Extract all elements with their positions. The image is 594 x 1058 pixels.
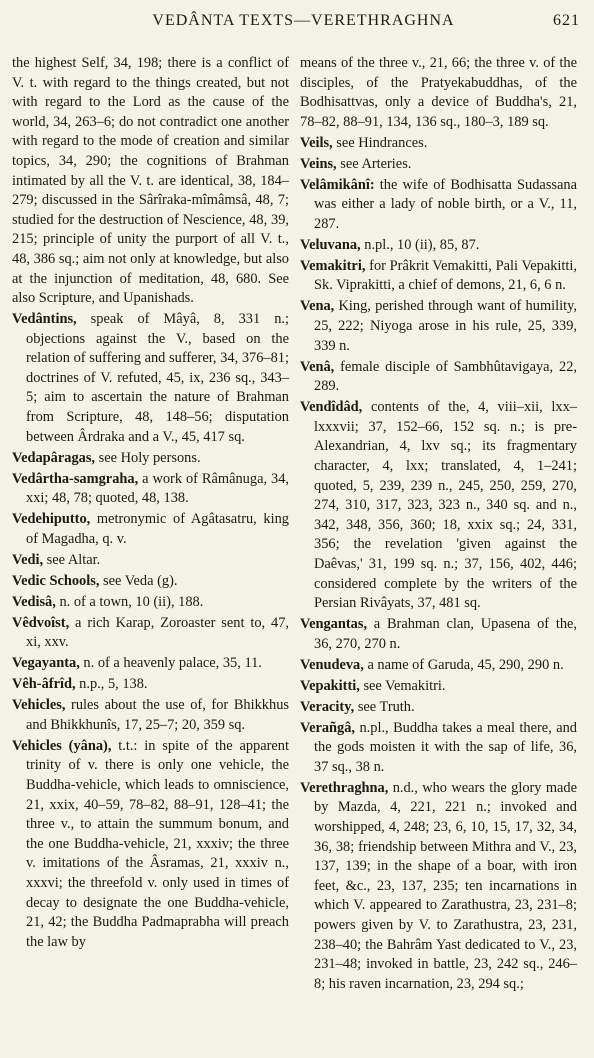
index-entry [12,593,289,613]
entry-headword: Vedisâ, [12,593,56,610]
index-entry [300,54,577,132]
index-entry [300,134,577,154]
index-entry [300,719,577,778]
entry-text: speak of Mâyâ, 8, 331 n.; objections against the V., based on the relation of suffering and sufferer, 34, 376–81; doctrines of V. refuted, 45, ix, 236 sq., 343–5; aim to ascertain the nature of Brahman from Scripture, 48, 148–56; disputation between Ârdraka and a V., 45, 417 sq. [26,311,289,445]
entry-text: female disciple of Sambhûtavigaya, 22, 289. [314,358,577,395]
entry-text: n.d., who wears the glory made by Mazda, 4, 221, 221 n.; invoked and worshipped, 4, 248; 23, 6, 10, 15, 17, 32, 34, 36, 38; friendship between Mithra and V., 23, 137, 139; in the shape of a boar, with iron feet, &c., 23, 137, 235; ten incarnations in which V. appeared to Zarathustra, 23, 231–8; powers given by V. to Zarathustra, 23, 231, 238–40; the Bahrâm Yast dedicated to V., 23, 231–48; invoked in battle, 23, 242 sq., 246–8; his raven incarnation, 23, 294 sq.; [314,779,577,992]
entry-headword: Vehicles, [12,697,66,714]
right-column [300,54,577,996]
entry-headword: Vehicles (yâna), [12,737,112,754]
index-entry [300,236,577,256]
entry-headword: Vena, [300,298,335,315]
entry-text: a rich Karap, Zoroaster sent to, 47, xi, xxv. [26,614,289,651]
index-entry [12,510,289,549]
entry-headword: Veins, [300,155,337,172]
entry-text: see Hindrances. [332,134,428,151]
entry-headword: Vedârtha-samgraha, [12,470,139,487]
entry-headword: Vedi, [12,551,44,568]
entry-text: the wife of Bodhisatta Sudassana was either a lady of noble birth, or a V., 11, 287. [314,176,577,232]
entry-text: see Truth. [354,698,415,715]
entry-headword: Vemakitri, [300,257,366,274]
entry-headword: Vedapâragas, [12,449,96,466]
entry-headword: Verethraghna, [300,779,389,796]
entry-text: means of the three v., 21, 66; the three v. of the disciples, of the Pratyekabuddhas, of the Bodhisattvas, only a device of Buddha's, 21, 78–82, 88–91, 134, 136 sq., 180–3, 189 sq. [300,55,577,130]
entry-text: n.p., 5, 138. [75,676,148,693]
entry-headword: Venâ, [300,358,335,375]
index-entry [12,696,289,735]
index-entry [300,615,577,654]
entry-headword: Veluvana, [300,236,361,253]
entry-headword: Vepakitti, [300,677,360,694]
entry-text: n.pl., Buddha takes a meal there, and the gods moisten it with the sap of life, 36, 37 sq., 38 n. [314,719,577,775]
entry-text: rules about the use of, for Bhikkhus and Bhikkhunîs, 17, 25–7; 20, 359 sq. [26,697,289,733]
index-entry [300,297,577,356]
entry-text: see Holy persons. [95,449,201,466]
index-entry [12,614,289,653]
entry-headword: Vedehiputto, [12,511,91,528]
index-entry [12,310,289,447]
entry-text: see Vemakitri. [359,677,446,694]
entry-text: n.pl., 10 (ii), 85, 87. [360,236,480,253]
entry-text: metronymic of Agâtasatru, king of Magadha, q. v. [26,511,289,547]
index-entry [300,257,577,296]
index-entry [300,398,577,614]
entry-text: a name of Garuda, 45, 290, 290 n. [363,656,564,673]
entry-headword: Vedic Schools, [12,572,100,589]
entry-text: see Altar. [43,551,101,568]
entry-headword: Vêdvoîst, [12,614,70,631]
index-entry [12,654,289,674]
entry-text: for Prâkrit Vemakitti, Pali Vepakitti, Sk. Viprakitti, a chief of demons, 21, 6, 6 n. [314,257,577,294]
index-entry [12,470,289,509]
page-title: VEDÂNTA TEXTS—VERETHRAGHNA [152,12,455,29]
entry-headword: Venudeva, [300,656,364,673]
index-entry [12,54,289,309]
index-entry [12,551,289,571]
index-entry [300,155,577,175]
index-entry [300,779,577,995]
entry-text: the highest Self, 34, 198; there is a conflict of V. t. with regard to the things created, but not with regard to the Lord as the cause of the world, 34, 263–6; do not contradict one another with regard to the mode of creation and similar topics, 34, 290; the cognitions of Brahman intimated by all the V. t. are identical, 38, 184–279; discussed in the Sârîraka-mîmâmsâ, 48, 7; studied for the destruction of Nescience, 48, 39, 215; principle of unity the purport of all V. t., 48, 386 sq.; aim not only at knowledge, but also at the injunction of meditation, 48, 680. See also Scripture, and Upanishads. [12,55,289,307]
entry-text: see Arteries. [336,155,412,172]
entry-text: a Brahman clan, Upasena of the, 36, 270, 270 n. [314,616,577,652]
running-head [14,12,580,34]
index-entry [12,572,289,592]
entry-headword: Vendîdâd, [300,399,363,416]
entry-headword: Veils, [300,134,333,151]
entry-text: a work of Râmânuga, 34, xxi; 48, 78; quoted, 48, 138. [26,470,289,507]
index-entry [12,449,289,469]
entry-text: contents of the, 4, viii–xii, lxx–lxxxvii; 37, 152–66, 152 sq. n.; is pre-Alexandrian, 4, lxv sq.; its fragmentary character, 4, lxx; translated, 4, 1–241; quoted, 5, 239, 239 n., 245, 250, 259, 270, 274, 310, 317, 323, 323 n., 340 sq. and n., 342, 348, 356, 360; 18, xxix sq.; 24, 331, 356; the revelation 'given against the Daêvas,' 31, 199 sq. n.; 37, 156, 402, 446; considered complete by the writers of the Persian Rivâyats, 37, 481 sq. [314,399,577,612]
entry-text: n. of a town, 10 (ii), 188. [55,593,204,610]
index-entry [12,675,289,695]
entry-headword: Vedântins, [12,311,77,328]
entry-text: see Veda (g). [99,572,178,589]
entry-headword: Vegayanta, [12,655,80,672]
entry-headword: Vengantas, [300,616,368,633]
index-entry [300,656,577,676]
entry-text: King, perished through want of humility, 25, 222; Niyoga arose in his rule, 25, 339, 339 n. [314,298,577,354]
entry-text: t.t.: in spite of the apparent trinity of v. there is only one vehicle, the Buddha-vehicle, which leads to omniscience, 21, xxix, 40–59, 78–82, 88–91, 128–41; the three v., to attain the summum bonum, and the one Buddha-vehicle, 21, xxxiv; the three v. imitations of the Âsramas, 21, xxxiv n., xxxvi; the threefold v. only used in times of decay to designate the one Buddha-vehicle, 21, 42; the Buddha Padmaprabha will preach the law by [26,737,289,950]
page-number: 621 [553,12,580,29]
index-entry [300,677,577,697]
entry-headword: Velâmikânî: [300,176,375,193]
index-entry [300,358,577,397]
entry-headword: Vêh-âfrîd, [12,676,76,693]
left-column [12,54,289,954]
entry-headword: Verañgâ, [300,719,356,736]
entry-headword: Veracity, [300,698,355,715]
index-entry [300,698,577,718]
entry-text: n. of a heavenly palace, 35, 11. [79,655,262,672]
index-entry [300,176,577,235]
index-entry [12,737,289,953]
